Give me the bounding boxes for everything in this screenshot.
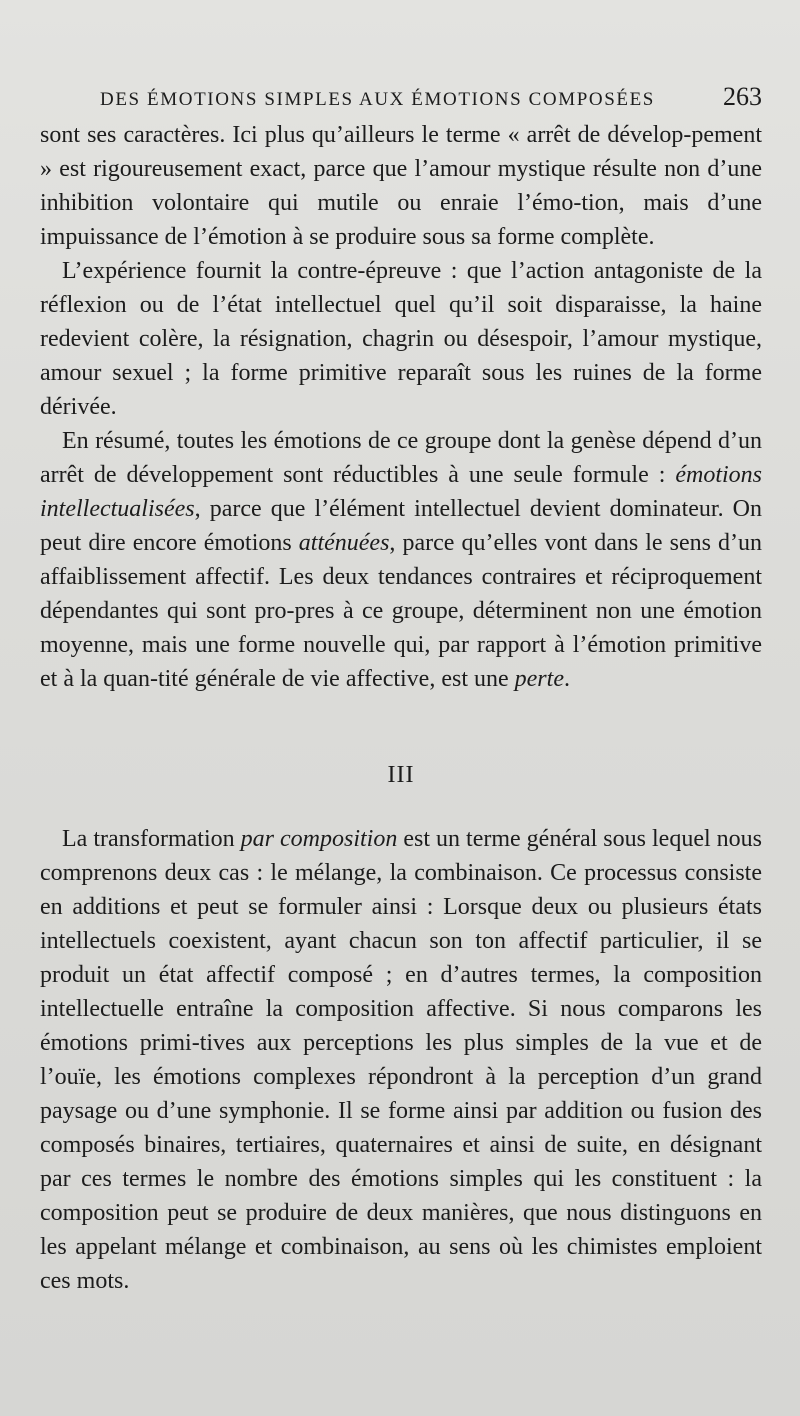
page-header [100, 82, 762, 112]
page-number: 263 [723, 82, 762, 111]
summary-text-4: . [563, 666, 570, 692]
paragraph-composition [40, 822, 762, 1298]
running-head: DES ÉMOTIONS SIMPLES AUX ÉMOTIONS COMPOSÉES [100, 89, 655, 110]
paragraph-continuation: sont ses caractères. Ici plus qu’ailleurs le terme « arrêt de dévelop-pement » est rigoureusement exact, parce que l’amour mystique résulte non d’une inhibition volontaire qui mutile ou enraie l’émo-tion, mais d’une impuissance de l’émotion à se produire sous sa forme complète. [40, 122, 762, 250]
summary-emphasis-1: émotions intellectualisées [40, 462, 762, 522]
composition-emphasis: par composition [240, 826, 398, 852]
summary-text-2: , parce que l’élément intellectuel devient dominateur. On peut dire encore émotions [40, 496, 762, 556]
section-heading: III [387, 762, 415, 788]
composition-text-1: La transformation [62, 826, 241, 852]
paragraph-counterproof: L’expérience fournit la contre-épreuve : que l’action antagoniste de la réflexion ou de l’état intellectuel quel qu’il soit disparaisse, la haine redevient colère, la résignation, chagrin ou désespoir, l’amour mystique, amour sexuel ; la forme primitive reparaît sous les ruines de la forme dérivée. [40, 258, 762, 420]
page-body [40, 118, 762, 1298]
summary-emphasis-3: perte [514, 666, 564, 692]
summary-text-3: , parce qu’elles vont dans le sens d’un affaiblissement affectif. Les deux tendances contraires et réciproquement dépendantes qui sont pro-pres à ce groupe, déterminent non une émotion moyenne, mais une forme nouvelle qui, par rapport à l’émotion primitive et à la quan-tité générale de vie affective, est une [40, 530, 762, 692]
summary-text-1: En résumé, toutes les émotions de ce groupe dont la genèse dépend d’un arrêt de développement sont réductibles à une seule formule : [40, 428, 762, 488]
paragraph-summary [40, 424, 762, 696]
summary-emphasis-2: atténuées [298, 530, 390, 556]
composition-text-2: est un terme général sous lequel nous comprenons deux cas : le mélange, la combinaison. Ce processus consiste en additions et peut se formuler ainsi : Lorsque deux ou plusieurs états intellectuels coexistent, ayant chacun son ton affectif particulier, il se produit un état affectif composé ; en d’autres termes, la composition intellectuelle entraîne la composition affective. Si nous comparons les émotions primi-tives aux perceptions les plus simples de la vue et de l’ouïe, les émotions complexes répondront à la perception d’un grand paysage ou d’une symphonie. Il se forme ainsi par addition ou fusion des composés binaires, tertiaires, quaternaires et ainsi de suite, en désignant par ces termes le nombre des émotions simples qui les constituent : la composition peut se produire de deux manières, que nous distinguons en les appelant mélange et combinaison, au sens où les chimistes emploient ces mots. [40, 826, 762, 1294]
